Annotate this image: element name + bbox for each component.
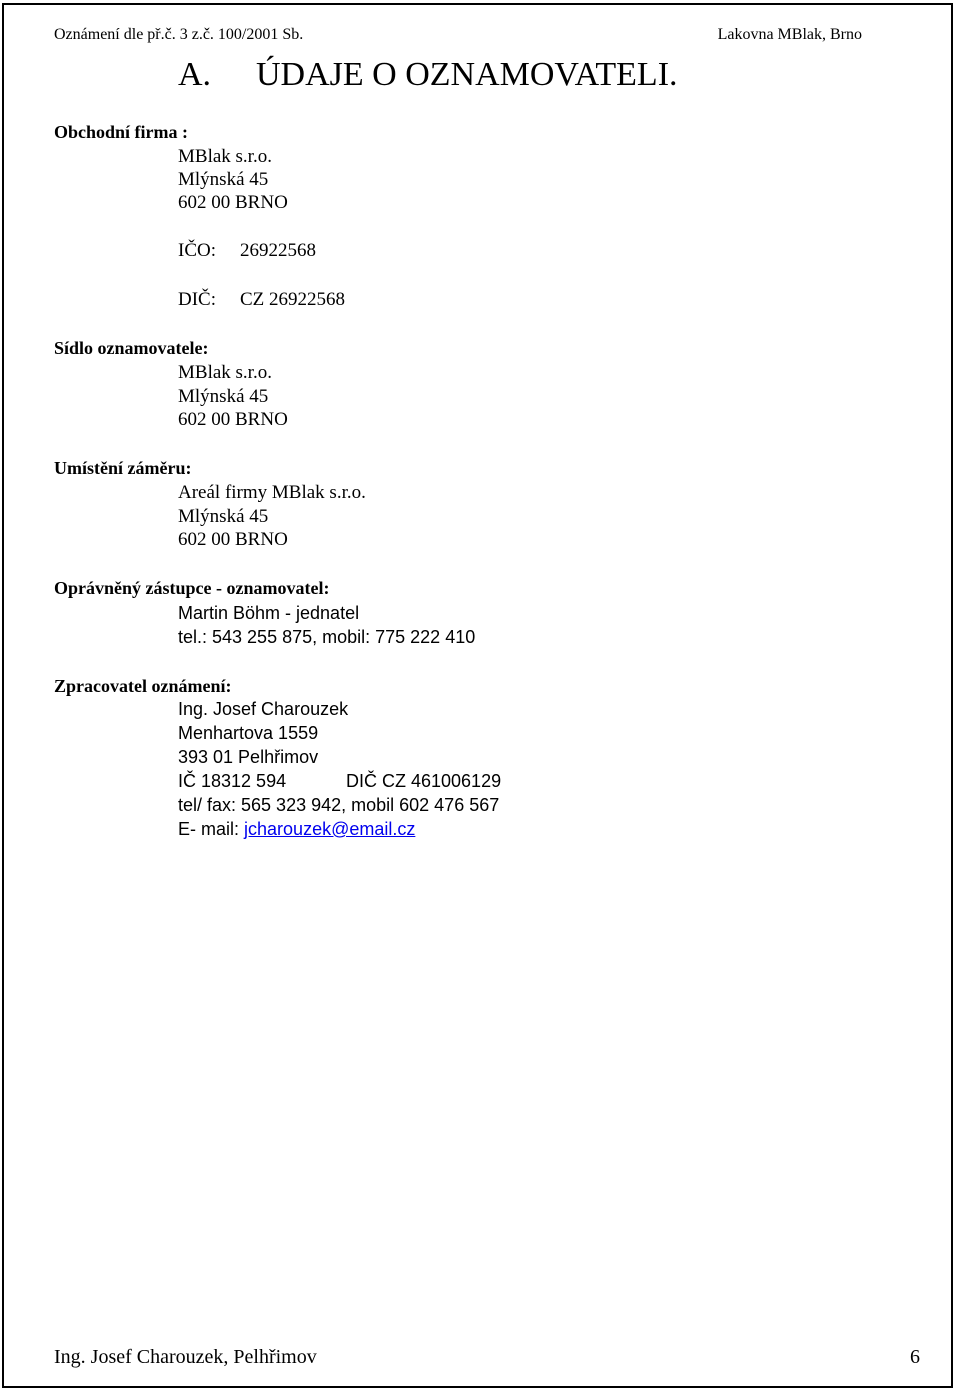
ico-label: IČO: bbox=[178, 240, 216, 261]
obchodni-firma-label: Obchodní firma : bbox=[54, 122, 189, 142]
zastupce-name: Martin Böhm - jednatel bbox=[178, 603, 360, 623]
sidlo-name: MBlak s.r.o. bbox=[178, 362, 272, 383]
dic-label: DIČ: bbox=[178, 289, 216, 310]
sidlo-city: 602 00 BRNO bbox=[178, 409, 288, 430]
zastupce-phone: tel.: 543 255 875, mobil: 775 222 410 bbox=[178, 627, 476, 647]
section-letter: A. bbox=[178, 56, 212, 93]
sidlo-label: Sídlo oznamovatele: bbox=[54, 338, 209, 358]
umisteni-areal: Areál firmy MBlak s.r.o. bbox=[178, 482, 366, 503]
email-label: E- mail: bbox=[178, 819, 240, 839]
zpracovatel-phone: tel/ fax: 565 323 942, mobil 602 476 567 bbox=[178, 795, 500, 815]
umisteni-street: Mlýnská 45 bbox=[178, 506, 269, 527]
firma-city: 602 00 BRNO bbox=[178, 192, 288, 213]
header-left: Oznámení dle př.č. 3 z.č. 100/2001 Sb. bbox=[54, 26, 304, 43]
zpracovatel-label: Zpracovatel oznámení: bbox=[54, 676, 232, 696]
zpracovatel-street: Menhartova 1559 bbox=[178, 723, 319, 743]
umisteni-city: 602 00 BRNO bbox=[178, 529, 288, 550]
zpracovatel-city: 393 01 Pelhřimov bbox=[178, 747, 319, 767]
header-right: Lakovna MBlak, Brno bbox=[717, 26, 862, 43]
page-number: 6 bbox=[910, 1346, 920, 1368]
firma-street: Mlýnská 45 bbox=[178, 169, 269, 190]
zpracovatel-ic: IČ 18312 594 bbox=[178, 771, 287, 791]
zastupce-label: Oprávněný zástupce - oznamovatel: bbox=[54, 578, 330, 598]
umisteni-label: Umístění záměru: bbox=[54, 458, 192, 478]
footer-author: Ing. Josef Charouzek, Pelhřimov bbox=[54, 1346, 317, 1368]
sidlo-street: Mlýnská 45 bbox=[178, 386, 269, 407]
zpracovatel-email-row bbox=[178, 819, 415, 840]
page-title: ÚDAJE O OZNAMOVATELI. bbox=[256, 56, 678, 93]
ico-value: 26922568 bbox=[240, 240, 316, 261]
zpracovatel-dic: DIČ CZ 461006129 bbox=[346, 771, 502, 791]
zpracovatel-name: Ing. Josef Charouzek bbox=[178, 699, 349, 719]
firma-name: MBlak s.r.o. bbox=[178, 146, 272, 167]
dic-value: CZ 26922568 bbox=[240, 289, 346, 310]
email-link[interactable]: jcharouzek@email.cz bbox=[244, 819, 416, 839]
